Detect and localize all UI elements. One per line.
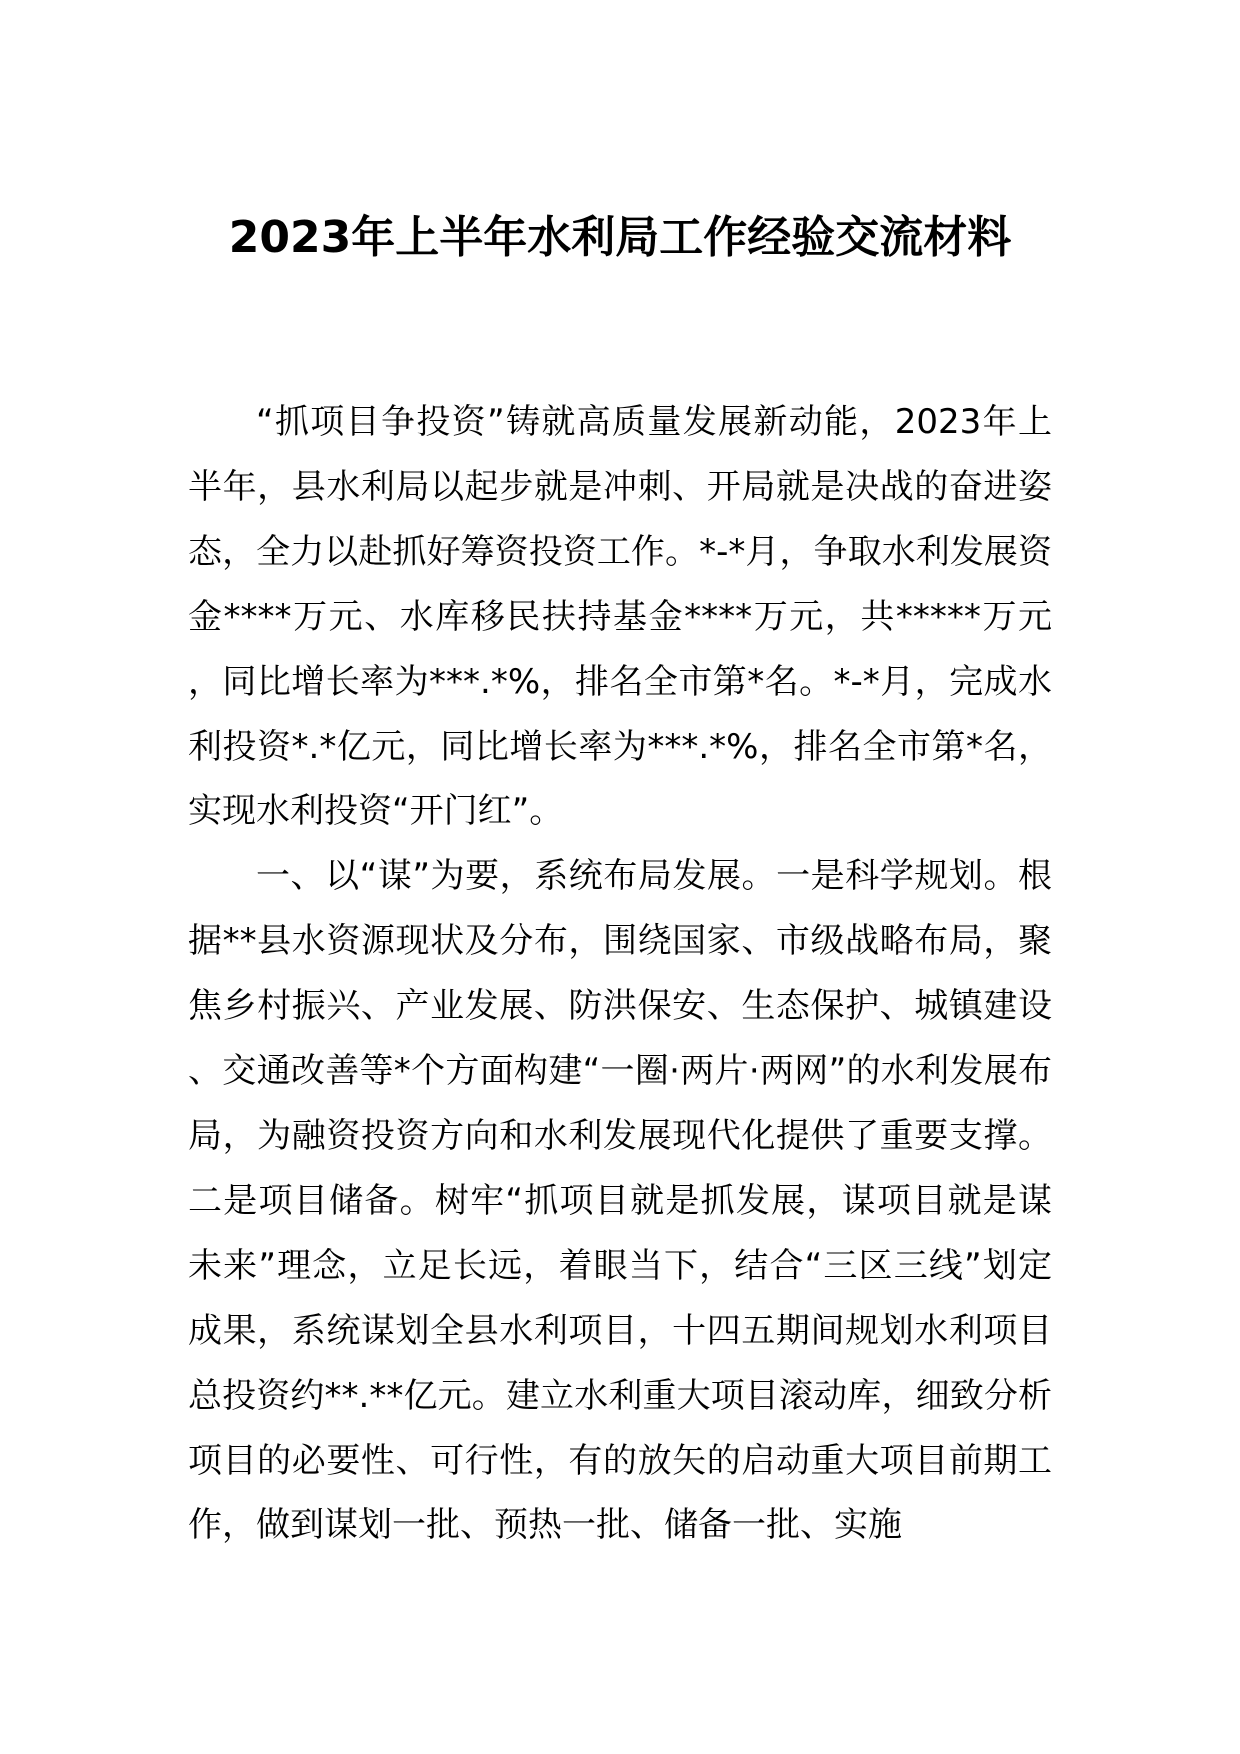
- document-title: 2023年上半年水利局工作经验交流材料: [228, 212, 1012, 263]
- paragraph-section-one: 一、以“谋”为要，系统布局发展。一是科学规划。根据**县水资源现状及分布，围绕国家、市级战略布局，聚焦乡村振兴、产业发展、防洪保安、生态保护、城镇建设、交通改善等*个方面构建“一圈·两片·两网”的水利发展布局，为融资投资方向和水利发展现代化提供了重要支撑。二是项目储备。树牢“抓项目就是抓发展，谋项目就是谋未来”理念，立足长远，着眼当下，结合“三区三线”划定成果，系统谋划全县水利项目，十四五期间规划水利项目总投资约**.**亿元。建立水利重大项目滚动库，细致分析项目的必要性、可行性，有的放矢的启动重大项目前期工作，做到谋划一批、预热一批、储备一批、实施: [188, 856, 1052, 1546]
- document-body: [188, 390, 1052, 1558]
- paragraph-intro: “抓项目争投资”铸就高质量发展新动能，2023年上半年，县水利局以起步就是冲刺、开局就是决战的奋进姿态，全力以赴抓好筹资投资工作。*-*月，争取水利发展资金****万元、水库移民扶持基金****万元，共*****万元，同比增长率为***.*%，排名全市第*名。*-*月，完成水利投资*.*亿元，同比增长率为***.*%，排名全市第*名，实现水利投资“开门红”。: [188, 402, 1052, 832]
